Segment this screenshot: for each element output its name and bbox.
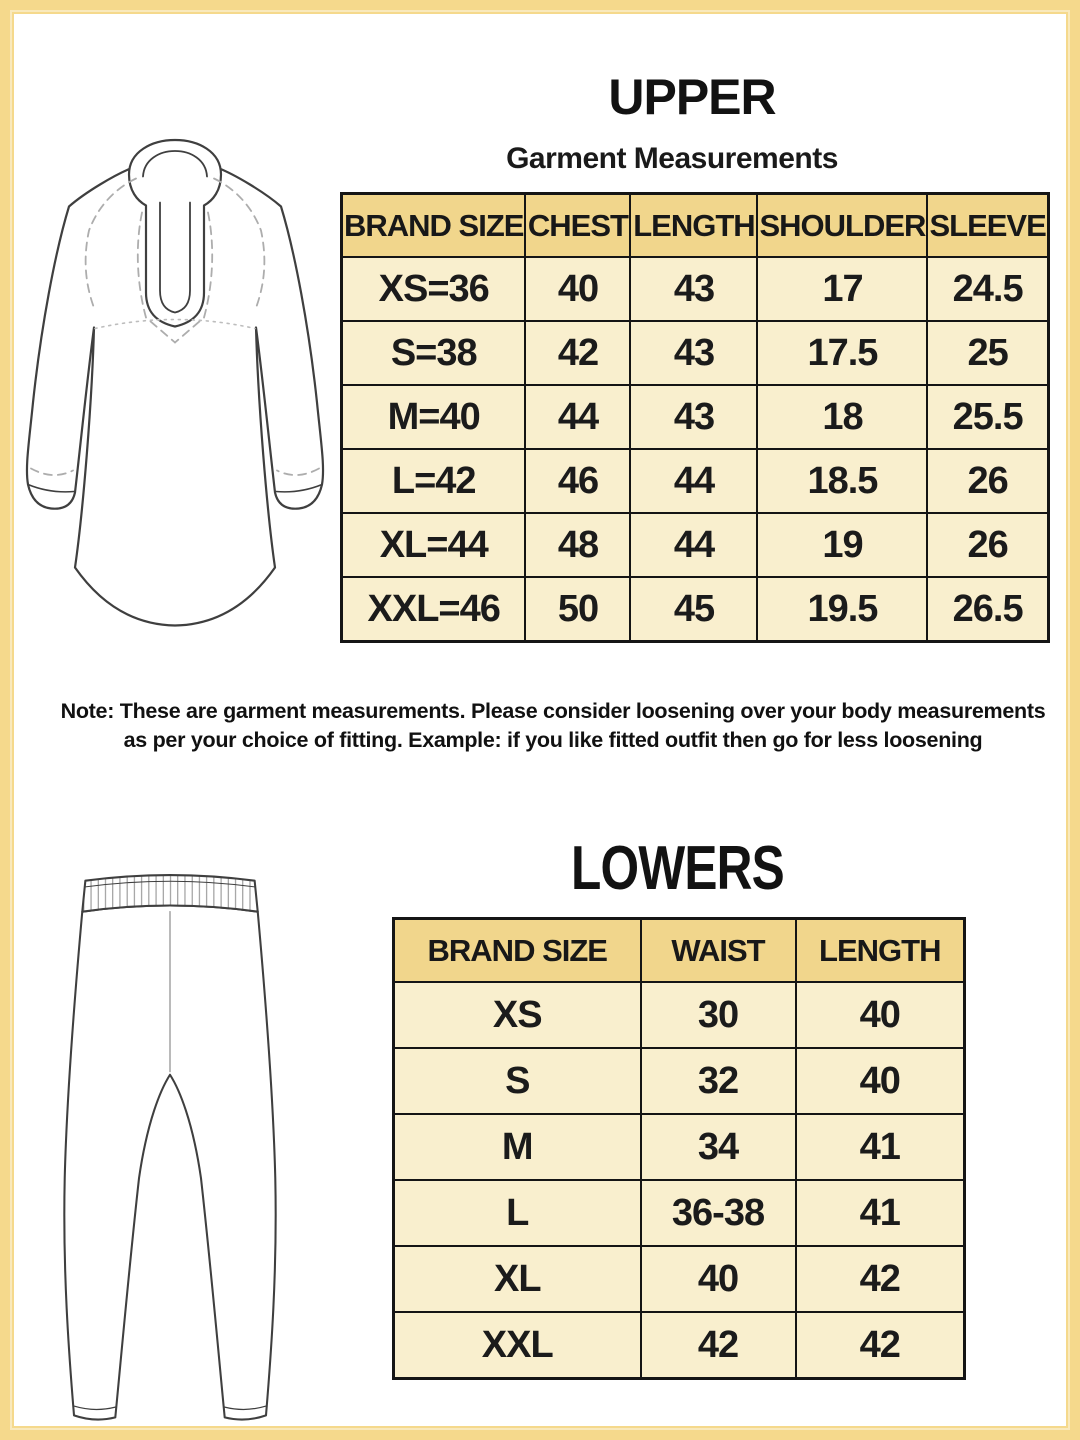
brand-size-cell: M <box>394 1114 641 1180</box>
table-row <box>394 1114 965 1180</box>
table-row <box>394 1180 965 1246</box>
kurta-illustration-icon <box>15 110 335 655</box>
column-header: SHOULDER <box>757 194 927 258</box>
table-cell: 46 <box>525 449 630 513</box>
column-header: BRAND SIZE <box>394 919 641 983</box>
table-cell: 43 <box>630 257 757 321</box>
brand-size-cell: XXL <box>394 1312 641 1379</box>
table-cell: 18 <box>757 385 927 449</box>
table-row <box>394 1246 965 1312</box>
brand-size-cell: XL <box>394 1246 641 1312</box>
table-cell: 42 <box>796 1312 965 1379</box>
column-header: LENGTH <box>630 194 757 258</box>
table-row <box>394 1048 965 1114</box>
table-cell: 26 <box>927 513 1048 577</box>
table-cell: 50 <box>525 577 630 642</box>
table-cell: 43 <box>630 321 757 385</box>
brand-size-cell: XS=36 <box>342 257 526 321</box>
table-cell: 40 <box>525 257 630 321</box>
table-cell: 25.5 <box>927 385 1048 449</box>
column-header: CHEST <box>525 194 630 258</box>
table-row <box>342 385 1049 449</box>
brand-size-cell: L=42 <box>342 449 526 513</box>
pants-illustration-icon <box>15 858 325 1436</box>
note-line: Note: These are garment measurements. Please consider loosening over your body measurements <box>60 699 1046 723</box>
column-header: BRAND SIZE <box>342 194 526 258</box>
table-cell: 44 <box>525 385 630 449</box>
column-header: SLEEVE <box>927 194 1048 258</box>
table-header-row <box>342 194 1049 258</box>
table-cell: 18.5 <box>757 449 927 513</box>
table-cell: 42 <box>641 1312 796 1379</box>
table-cell: 41 <box>796 1114 965 1180</box>
table-row <box>342 513 1049 577</box>
table-row <box>342 449 1049 513</box>
upper-measurements-table <box>340 192 1050 643</box>
table-cell: 25 <box>927 321 1048 385</box>
brand-size-cell: XXL=46 <box>342 577 526 642</box>
table-cell: 43 <box>630 385 757 449</box>
brand-size-cell: S <box>394 1048 641 1114</box>
table-cell: 45 <box>630 577 757 642</box>
table-cell: 17.5 <box>757 321 927 385</box>
table-cell: 41 <box>796 1180 965 1246</box>
table-cell: 26.5 <box>927 577 1048 642</box>
brand-size-cell: XL=44 <box>342 513 526 577</box>
brand-size-cell: L <box>394 1180 641 1246</box>
brand-size-cell: S=38 <box>342 321 526 385</box>
upper-section-subtitle: Garment Measurements <box>506 142 838 175</box>
note-line: as per your choice of fitting. Example: if you like fitted outfit then go for less loosening <box>123 727 983 752</box>
table-cell: 48 <box>525 513 630 577</box>
table-cell: 19.5 <box>757 577 927 642</box>
measurement-note <box>53 697 1053 754</box>
table-cell: 40 <box>796 982 965 1048</box>
table-cell: 44 <box>630 513 757 577</box>
table-cell: 40 <box>796 1048 965 1114</box>
table-row <box>394 982 965 1048</box>
table-row <box>342 257 1049 321</box>
table-cell: 26 <box>927 449 1048 513</box>
column-header: LENGTH <box>796 919 965 983</box>
upper-section-title: UPPER <box>608 69 776 125</box>
table-row <box>342 577 1049 642</box>
table-row <box>342 321 1049 385</box>
table-cell: 42 <box>525 321 630 385</box>
brand-size-cell: XS <box>394 982 641 1048</box>
table-cell: 32 <box>641 1048 796 1114</box>
table-cell: 44 <box>630 449 757 513</box>
table-cell: 34 <box>641 1114 796 1180</box>
table-cell: 40 <box>641 1246 796 1312</box>
table-header-row <box>394 919 965 983</box>
table-cell: 30 <box>641 982 796 1048</box>
table-cell: 36-38 <box>641 1180 796 1246</box>
table-cell: 17 <box>757 257 927 321</box>
lowers-section-title: LOWERS <box>571 834 784 903</box>
table-cell: 19 <box>757 513 927 577</box>
column-header: WAIST <box>641 919 796 983</box>
table-cell: 24.5 <box>927 257 1048 321</box>
table-row <box>394 1312 965 1379</box>
lowers-measurements-table <box>392 917 966 1380</box>
table-cell: 42 <box>796 1246 965 1312</box>
brand-size-cell: M=40 <box>342 385 526 449</box>
